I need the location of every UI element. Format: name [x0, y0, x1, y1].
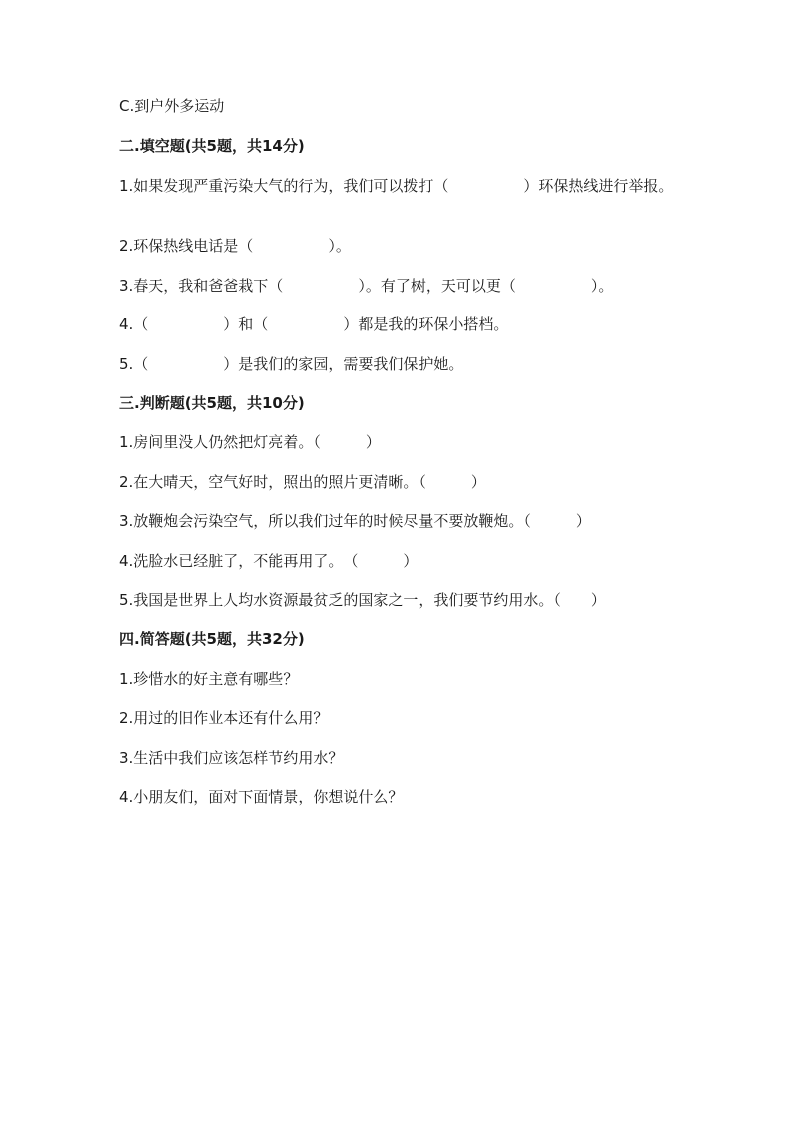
judge-question-2: 2.在大晴天，空气好时，照出的照片更清晰。（ ） — [119, 473, 486, 491]
judge-question-1: 1.房间里没人仍然把灯亮着。（ ） — [119, 433, 381, 451]
short-question-2: 2.用过的旧作业本还有什么用？ — [119, 709, 329, 727]
short-question-1: 1.珍惜水的好主意有哪些？ — [119, 670, 299, 688]
judge-question-5: 5.我国是世界上人均水资源最贫乏的国家之一，我们要节约用水。（ ） — [119, 591, 606, 609]
judge-question-4: 4.洗脸水已经脏了，不能再用了。 （ ） — [119, 552, 419, 570]
judge-question-3: 3.放鞭炮会污染空气，所以我们过年的时候尽量不要放鞭炮。（ ） — [119, 512, 591, 530]
short-question-4: 4.小朋友们，面对下面情景，你想说什么？ — [119, 788, 404, 806]
fill-question-2: 2.环保热线电话是（ ）。 — [119, 237, 351, 255]
fill-question-1: 1.如果发现严重污染大气的行为，我们可以拨打（ ）环保热线进行举报。 — [119, 177, 674, 195]
fill-question-5: 5.（ ）是我们的家园，需要我们保护她。 — [119, 355, 464, 373]
option-c: C.到户外多运动 — [119, 97, 225, 115]
section2-title: 二.填空题(共5题，共14分) — [119, 137, 305, 155]
section4-title: 四.简答题(共5题，共32分) — [119, 630, 305, 648]
section3-title: 三.判断题(共5题，共10分) — [119, 394, 305, 412]
short-question-3: 3.生活中我们应该怎样节约用水？ — [119, 749, 344, 767]
fill-question-3: 3.春天，我和爸爸栽下（ ）。有了树，天可以更（ ）。 — [119, 277, 614, 295]
fill-question-4: 4.（ ）和（ ）都是我的环保小搭档。 — [119, 315, 509, 333]
